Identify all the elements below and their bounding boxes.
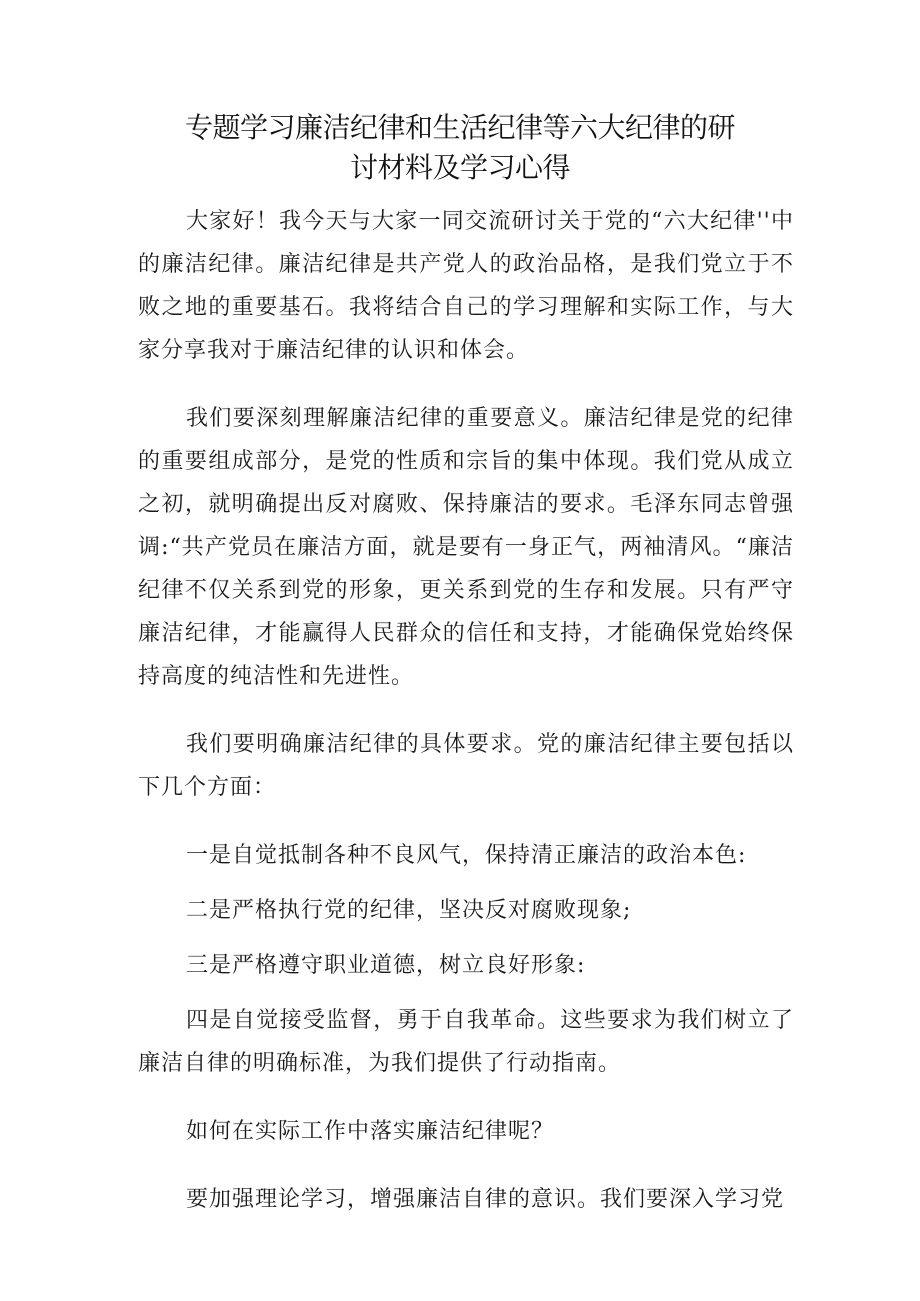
paragraph-question: 如何在实际工作中落实廉洁纪律呢？: [186, 1119, 555, 1144]
paragraph-study: 要加强理论学习，增强廉洁自律的意识。我们要深入学习党: [186, 1187, 785, 1212]
title-line-2: 讨材料及学习心得: [349, 151, 570, 184]
list-item-first: 一是自觉抵制各种不良风气，保持清正廉洁的政治本色:: [186, 843, 747, 868]
title-line-1: 专题学习廉洁纪律和生活纪律等六大纪律的研: [184, 111, 735, 144]
list-item-third: 三是严格遵守职业道德，树立良好形象:: [186, 953, 586, 978]
document-title: [0, 108, 920, 188]
paragraph-significance: 我们要深刻理解廉洁纪律的重要意义。廉洁纪律是党的纪律的重要组成部分，是党的性质和宗旨的集中体现。我们党从成立之初，就明确提出反对腐败、保持廉洁的要求。毛泽东同志曾强调:“共产党员在廉洁方面，就是要有一身正气，两袖清风。“廉洁纪律不仅关系到党的形象，更关系到党的生存和发展。只有严守廉洁纪律，才能赢得人民群众的信任和支持，才能确保党始终保持高度的纯洁性和先进性。: [138, 406, 794, 689]
paragraph-requirements-intro: 我们要明确廉洁纪律的具体要求。党的廉洁纪律主要包括以下几个方面：: [138, 732, 794, 800]
document-body: [138, 200, 794, 1246]
list-item-fourth: 四是自觉接受监督，勇于自我革命。这些要求为我们树立了廉洁自律的明确标准，为我们提供了行动指南。: [138, 1008, 794, 1076]
paragraph-greeting: 大家好！我今天与大家一同交流研讨关于党的“六大纪律''中的廉洁纪律。廉洁纪律是共产党人的政治品格，是我们党立于不败之地的重要基石。我将结合自己的学习理解和实际工作，与大家分享我对于廉洁纪律的认识和体会。: [138, 209, 794, 363]
list-item-second: 二是严格执行党的纪律，坚决反对腐败现象;: [186, 898, 632, 923]
